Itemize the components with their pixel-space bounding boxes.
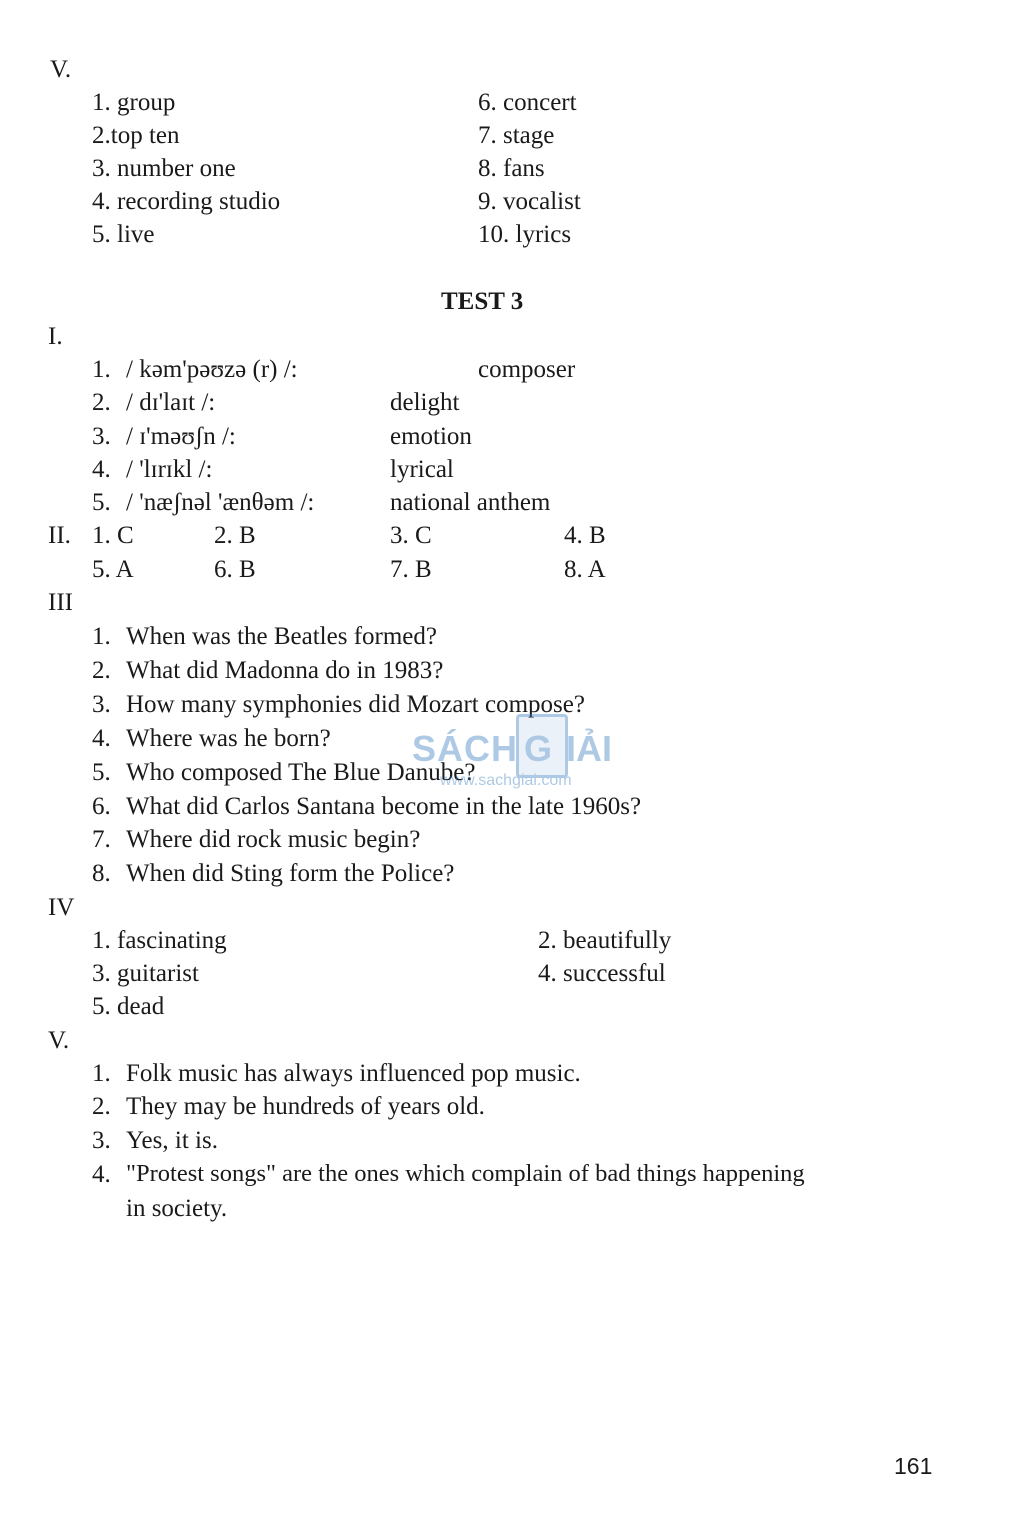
list-item: 5. dead (92, 993, 165, 1020)
answer-choice: 8. A (564, 556, 606, 583)
item-number: 7. (92, 826, 111, 853)
list-item: 3. number one (92, 155, 236, 182)
page-number: 161 (894, 1453, 933, 1479)
section-label-ii: II. (48, 522, 71, 549)
list-item: 5. live (92, 221, 155, 248)
list-item: 6. concert (478, 89, 577, 116)
list-item: 10. lyrics (478, 221, 572, 248)
item-number: 6. (92, 793, 111, 820)
item-number: 1. (92, 1060, 111, 1087)
answer-choice: 1. C (92, 522, 134, 549)
list-item: 9. vocalist (478, 188, 581, 215)
question-text: How many symphonies did Mozart compose? (126, 691, 585, 718)
phonetic-transcription: / kəm'pəʊzə (r) /: (126, 356, 298, 383)
section-label-v-prev: V. (50, 56, 72, 83)
question-text: Where did rock music begin? (126, 826, 421, 853)
item-number: 3. (92, 423, 111, 450)
test-title: TEST 3 (441, 288, 524, 315)
watermark-brand-text-2: IẢI (566, 728, 613, 769)
list-item: 1. fascinating (92, 927, 227, 954)
list-item: 2. beautifully (538, 927, 672, 954)
answer-choice: 3. C (390, 522, 432, 549)
watermark-logo (412, 712, 627, 802)
list-item: 4. successful (538, 960, 666, 987)
section-label-iv: IV (48, 894, 75, 921)
item-number: 2. (92, 1093, 111, 1120)
question-text: Where was he born? (126, 725, 331, 752)
question-text: What did Madonna do in 1983? (126, 657, 444, 684)
answer-choice: 2. B (214, 522, 256, 549)
item-number: 2. (92, 389, 111, 416)
item-number: 3. (92, 1127, 111, 1154)
list-item: 1. group (92, 89, 176, 116)
answer-sentence-continuation: in society. (126, 1195, 228, 1222)
question-text: What did Carlos Santana become in the late 1960s? (126, 793, 642, 820)
section-label-iii: III (48, 589, 73, 616)
list-item: 3. guitarist (92, 960, 199, 987)
answer-word: emotion (390, 423, 472, 450)
item-number: 5. (92, 489, 111, 516)
question-text: Who composed The Blue Danube? (126, 759, 476, 786)
phonetic-transcription: / ɪ'məʊʃn /: (126, 423, 236, 450)
answer-choice: 4. B (564, 522, 606, 549)
answer-choice: 6. B (214, 556, 256, 583)
answer-sentence: They may be hundreds of years old. (126, 1093, 485, 1120)
watermark-brand-text: SÁCH (412, 728, 519, 769)
item-number: 8. (92, 860, 111, 887)
phonetic-transcription: / 'lɪrɪkl /: (126, 456, 213, 483)
answer-word: composer (478, 356, 576, 383)
watermark-g-letter: G (524, 728, 553, 769)
question-text: When did Sting form the Police? (126, 860, 455, 887)
list-item: 4. recording studio (92, 188, 281, 215)
item-number: 1. (92, 623, 111, 650)
item-number: 4. (92, 1161, 111, 1188)
answer-sentence: Folk music has always influenced pop music. (126, 1060, 581, 1087)
section-label-v: V. (48, 1027, 70, 1054)
item-number: 1. (92, 356, 111, 383)
question-text: When was the Beatles formed? (126, 623, 437, 650)
phonetic-transcription: / 'næʃnəl 'ænθəm /: (126, 489, 315, 516)
item-number: 3. (92, 691, 111, 718)
watermark-url: www.sachgiai.com (440, 772, 572, 789)
item-number: 4. (92, 456, 111, 483)
list-item: 7. stage (478, 122, 555, 149)
answer-choice: 5. A (92, 556, 134, 583)
answer-sentence: "Protest songs" are the ones which complain of bad things happening (126, 1160, 805, 1187)
answer-word: lyrical (390, 456, 454, 483)
item-number: 5. (92, 759, 111, 786)
list-item: 8. fans (478, 155, 545, 182)
section-label-i: I. (48, 323, 63, 350)
answer-choice: 7. B (390, 556, 432, 583)
phonetic-transcription: / dɪ'laɪt /: (126, 389, 216, 416)
item-number: 4. (92, 725, 111, 752)
item-number: 2. (92, 657, 111, 684)
answer-word: national anthem (390, 489, 551, 516)
answer-sentence: Yes, it is. (126, 1127, 218, 1154)
answer-word: delight (390, 389, 460, 416)
list-item: 2.top ten (92, 122, 180, 149)
